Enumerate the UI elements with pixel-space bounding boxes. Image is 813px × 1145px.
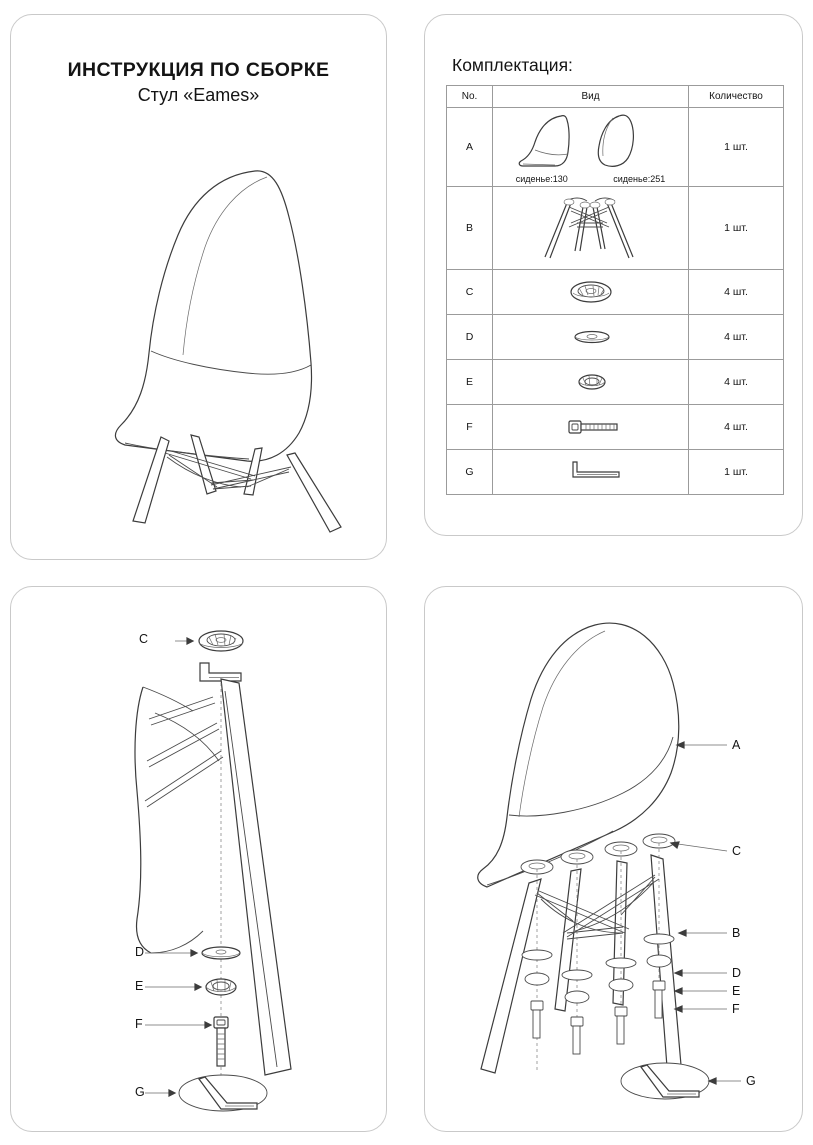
panel-title-overview xyxy=(10,14,387,560)
allen-key-art xyxy=(179,1075,267,1111)
step-two-diagram xyxy=(455,603,785,1118)
callout-g: G xyxy=(135,1085,145,1099)
callout-e: E xyxy=(135,979,144,993)
allen-key-art xyxy=(621,1063,709,1099)
page-title: ИНСТРУКЦИЯ ПО СБОРКЕ xyxy=(67,59,330,81)
table-header-row xyxy=(447,86,784,108)
seat-caption-left: сиденье:130 xyxy=(515,174,568,184)
callout-c: C xyxy=(139,632,149,646)
callout-f: F xyxy=(135,1017,143,1031)
seat-captions xyxy=(493,174,688,184)
part-view-seat-shell xyxy=(493,108,689,187)
part-view-nut xyxy=(493,360,689,405)
part-view-flat-washer xyxy=(493,315,689,360)
part-view-bolt xyxy=(493,405,689,450)
part-view-leg-frame xyxy=(493,187,689,270)
header-qty: Количество xyxy=(689,86,784,108)
callout-d: D xyxy=(732,966,742,980)
part-id: F xyxy=(447,405,493,450)
table-row xyxy=(447,187,784,270)
title-block xyxy=(11,59,386,106)
part-id: E xyxy=(447,360,493,405)
part-qty: 1 шт. xyxy=(689,108,784,187)
part-qty: 1 шт. xyxy=(689,450,784,495)
seat-caption-right: сиденье:251 xyxy=(613,174,666,184)
part-qty: 4 шт. xyxy=(689,360,784,405)
callout-a: A xyxy=(732,738,741,752)
callout-c: C xyxy=(732,844,742,858)
part-qty: 1 шт. xyxy=(689,187,784,270)
bolt-art xyxy=(214,1017,228,1066)
table-row xyxy=(447,108,784,187)
part-id: A xyxy=(447,108,493,187)
header-no: No. xyxy=(447,86,493,108)
star-washer-art xyxy=(199,631,243,651)
panel-parts-list xyxy=(424,14,803,536)
parts-heading: Комплектация: xyxy=(452,55,573,75)
part-id: B xyxy=(447,187,493,270)
page-subtitle: Стул «Eames» xyxy=(137,85,260,105)
flat-washer-art xyxy=(202,947,240,959)
nut-art xyxy=(206,979,236,995)
fasteners-art xyxy=(522,934,674,1054)
header-view: Вид xyxy=(493,86,689,108)
table-row xyxy=(447,270,784,315)
table-row xyxy=(447,315,784,360)
callout-g: G xyxy=(746,1074,756,1088)
part-id: G xyxy=(447,450,493,495)
part-qty: 4 шт. xyxy=(689,315,784,360)
part-qty: 4 шт. xyxy=(689,405,784,450)
part-id: C xyxy=(447,270,493,315)
callout-f: F xyxy=(732,1002,740,1016)
part-id: D xyxy=(447,315,493,360)
panel-step-two xyxy=(424,586,803,1132)
parts-table xyxy=(446,85,784,495)
panel-step-one xyxy=(10,586,387,1132)
chair-illustration xyxy=(41,135,361,535)
table-row xyxy=(447,360,784,405)
table-row xyxy=(447,405,784,450)
part-view-star-washer xyxy=(493,270,689,315)
callout-d: D xyxy=(135,945,145,959)
table-row xyxy=(447,450,784,495)
callout-e: E xyxy=(732,984,741,998)
part-view-allen-key xyxy=(493,450,689,495)
callout-b: B xyxy=(732,926,741,940)
part-qty: 4 шт. xyxy=(689,270,784,315)
step-one-diagram xyxy=(25,601,375,1116)
